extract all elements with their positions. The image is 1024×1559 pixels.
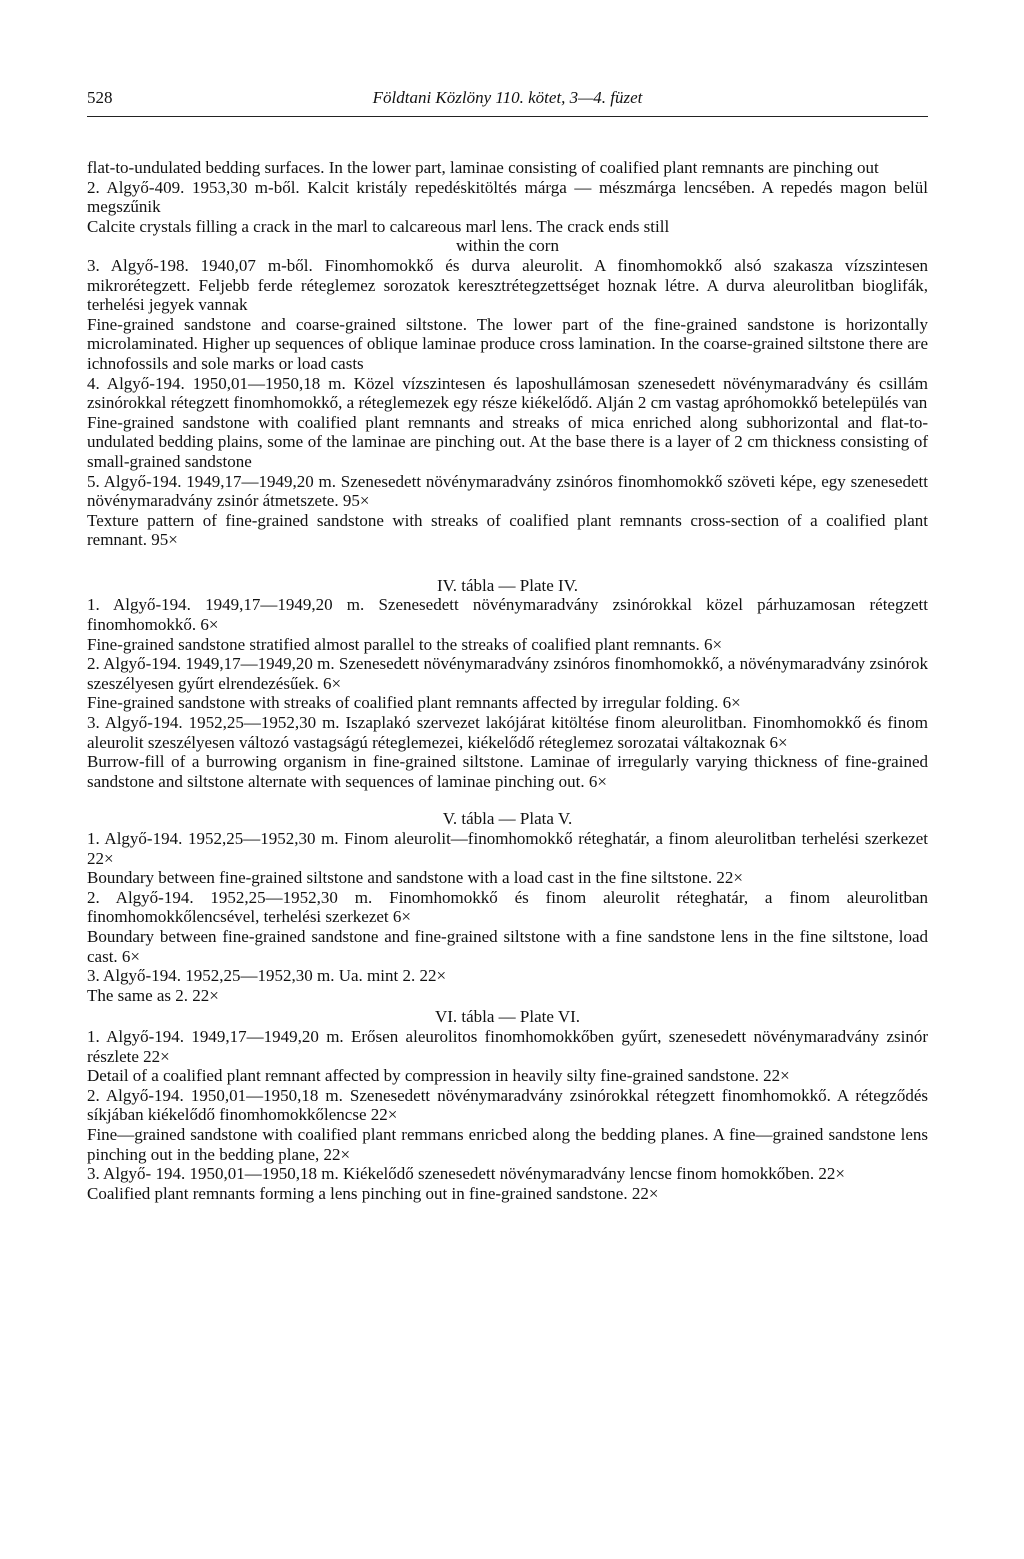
paragraph: 2. Algyő-409. 1953,30 m-ből. Kalcit kristály repedéskitöltés márga — mészmárga lencsében. A repedés magon belül megszűnik <box>87 177 928 217</box>
caption: Boundary between fine-grained siltstone and sandstone with a load cast in the fine siltstone. 22× <box>87 868 743 888</box>
journal-title: Földtani Közlöny 110. kötet, 3—4. füzet <box>372 88 643 107</box>
caption: Fine—grained sandstone with coalified plant remmans enricbed along the bedding planes. A fine—grained sandstone lens pinching out in the bedding plane, 22× <box>87 1124 928 1164</box>
paragraph: flat-to-undulated bedding surfaces. In the lower part, laminae consisting of coalified plant remnants are pinching out <box>87 158 879 177</box>
caption: 2. Algyő-194. 1950,01—1950,18 m. Szenesedett növénymaradvány zsinórokkal rétegzett finomhomokkő. A rétegződés síkjában kiékelődő finomhomokkőlencse 22× <box>87 1085 928 1125</box>
plate-heading: VI. tábla — Plate VI. <box>434 1007 581 1027</box>
caption: 3. Algyő-194. 1952,25—1952,30 m. Iszaplakó szervezet lakójárat kitöltése finom aleurolitban. Finomhomokkő és finom aleurolit szeszélyesen változó vastagságú réteglemezei, kiékelődő réteglemez sorozatai váltakoznak 6× <box>87 713 928 752</box>
caption: Detail of a coalified plant remnant affected by compression in heavily silty fine-grained sandstone. 22× <box>87 1066 790 1086</box>
plate-heading: IV. tábla — Plate IV. <box>436 575 579 595</box>
paragraph: within the corn <box>456 236 559 256</box>
paragraph: 3. Algyő-198. 1940,07 m-ből. Finomhomokkő és durva aleurolit. A finomhomokkő alsó szakasza vízszintesen mikrorétegzett. Feljebb ferde réteglemez sorozatok keresztrétegzettséget hoznak létre. A durva aleurolitban bioglifák, terhelési jegyek vannak <box>87 255 928 315</box>
caption: Burrow-fill of a burrowing organism in fine-grained siltstone. Laminae of irregularly varying thickness of fine-grained sandstone and siltstone alternate with sequences of laminae pinching out. 6× <box>87 752 928 791</box>
caption: 2. Algyő-194. 1949,17—1949,20 m. Szenesedett növénymaradvány zsinóros finomhomokkő, a növénymaradvány zsinórok szeszélyesen gyűrt elrendezésűek. 6× <box>87 654 928 693</box>
caption: Boundary between fine-grained sandstone and fine-grained siltstone with a fine sandstone lens in the fine siltstone, load cast. 6× <box>87 926 928 966</box>
caption: The same as 2. 22× <box>87 985 219 1005</box>
caption: 3. Algyő- 194. 1950,01—1950,18 m. Kiékelődő szenesedett növénymaradvány lencse finom homokkőben. 22× <box>87 1164 845 1184</box>
paragraph: Fine-grained sandstone with coalified plant remnants and streaks of mica enriched along subhorizontal and flat-to-undulated bedding plains, some of the laminae are pinching out. At the base there is a layer of 2 cm thickness consisting of small-grained sandstone <box>87 412 928 471</box>
paragraph: Fine-grained sandstone and coarse-grained siltstone. The lower part of the fine-grained sandstone is horizontally microlaminated. Higher up sequences of oblique laminae produce cross lamination. In the coarse-grained siltstone there are ichnofossils and sole marks or load casts <box>87 314 928 373</box>
caption: Fine-grained sandstone with streaks of coalified plant remnants affected by irregular folding. 6× <box>87 693 741 713</box>
caption: 1. Algyő-194. 1952,25—1952,30 m. Finom aleurolit—finomhomokkő réteghatár, a finom aleurolitban terhelési szerkezet 22× <box>87 829 928 868</box>
plate-heading: V. tábla — Plata V. <box>442 809 573 829</box>
caption: 2. Algyő-194. 1952,25—1952,30 m. Finomhomokkő és finom aleurolit réteghatár, a finom aleurolitban finomhomokkőlencsével, terhelési szerkezet 6× <box>87 887 928 927</box>
caption: Fine-grained sandstone stratified almost parallel to the streaks of coalified plant remnants. 6× <box>87 634 723 654</box>
page-number: 528 <box>87 88 113 107</box>
caption: Coalified plant remnants forming a lens pinching out in fine-grained sandstone. 22× <box>87 1183 659 1203</box>
running-head <box>87 88 928 117</box>
body-text <box>87 158 928 1203</box>
paragraph: Texture pattern of fine-grained sandstone with streaks of coalified plant remnants cross-section of a coalified plant remnant. 95× <box>87 510 928 550</box>
caption: 3. Algyő-194. 1952,25—1952,30 m. Ua. mint 2. 22× <box>87 966 447 986</box>
paragraph: 4. Algyő-194. 1950,01—1950,18 m. Közel vízszintesen és laposhullámosan szenesedett növénymaradvány és csillám zsinórokkal rétegzett finomhomokkő, a réteglemezek egy része kiékelődő. Alján 2 cm vastag apróhomokkő betelepülés van <box>87 373 928 413</box>
caption: 1. Algyő-194. 1949,17—1949,20 m. Szenesedett növénymaradvány zsinórokkal közel párhuzamosan rétegzett finomhomokkő. 6× <box>87 595 928 635</box>
paragraph: 5. Algyő-194. 1949,17—1949,20 m. Szenesedett növénymaradvány zsinóros finomhomokkő szöveti képe, egy szenesedett növénymaradvány zsinór átmetszete. 95× <box>87 471 928 511</box>
caption: 1. Algyő-194. 1949,17—1949,20 m. Erősen aleurolitos finomhomokkőben gyűrt, szenesedett növénymaradvány zsinór részlete 22× <box>87 1026 928 1066</box>
paragraph: Calcite crystals filling a crack in the marl to calcareous marl lens. The crack ends still <box>87 216 670 236</box>
